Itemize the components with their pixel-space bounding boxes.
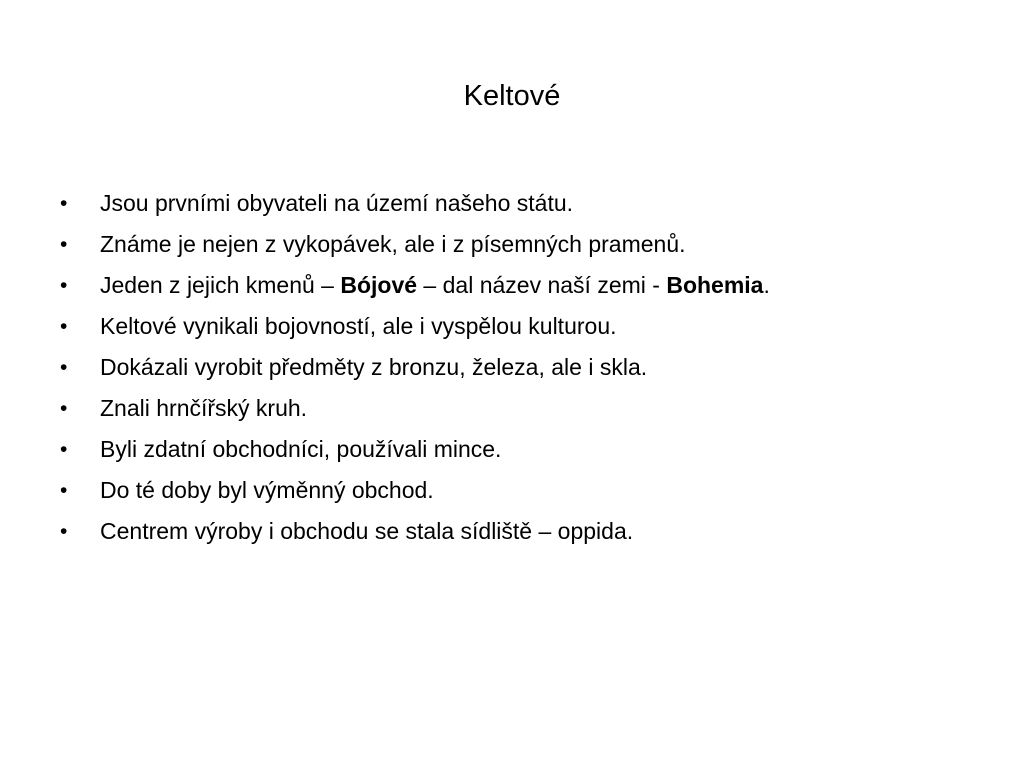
bullet-item: [58, 265, 998, 306]
bullet-marker: •: [60, 274, 68, 297]
bullet-item: [58, 224, 998, 265]
bullet-text: Dokázali vyrobit předměty z bronzu, železa, ale i skla.: [100, 354, 648, 380]
bullet-text: Do té doby byl výměnný obchod.: [100, 477, 434, 503]
bullet-marker: •: [60, 356, 68, 379]
bullet-item: [58, 388, 998, 429]
bullet-text: Centrem výroby i obchodu se stala sídliště – oppida.: [100, 518, 634, 544]
country-name-bohemia: Bohemia: [666, 272, 764, 298]
bullet-marker: •: [60, 192, 68, 215]
bullet-marker: •: [60, 233, 68, 256]
bullet-item: [58, 470, 998, 511]
bullet-text: Keltové vynikali bojovností, ale i vyspělou kulturou.: [100, 313, 617, 339]
bullet-item: [58, 511, 998, 552]
bullet-marker: •: [60, 315, 68, 338]
bullet-list: [58, 183, 998, 552]
bullet-marker: •: [60, 520, 68, 543]
bullet-item: [58, 306, 998, 347]
bullet-marker: •: [60, 438, 68, 461]
bullet-item: [58, 429, 998, 470]
bullet-text: – dal název naší zemi -: [417, 272, 667, 298]
bullet-text: Známe je nejen z vykopávek, ale i z písemných pramenů.: [100, 231, 686, 257]
bullet-marker: •: [60, 479, 68, 502]
bullet-text: Jsou prvními obyvateli na území našeho státu.: [100, 190, 574, 216]
bullet-item: [58, 347, 998, 388]
bullet-text: Byli zdatní obchodníci, používali mince.: [100, 436, 502, 462]
bullet-item: [58, 183, 998, 224]
bullet-text: Znali hrnčířský kruh.: [100, 395, 308, 421]
bullet-text: .: [763, 272, 770, 298]
bullet-marker: •: [60, 397, 68, 420]
slide-title: Keltové: [463, 80, 561, 112]
bullet-text: Jeden z jejich kmenů –: [100, 272, 341, 298]
tribe-name-bojove: Bójové: [340, 272, 418, 298]
